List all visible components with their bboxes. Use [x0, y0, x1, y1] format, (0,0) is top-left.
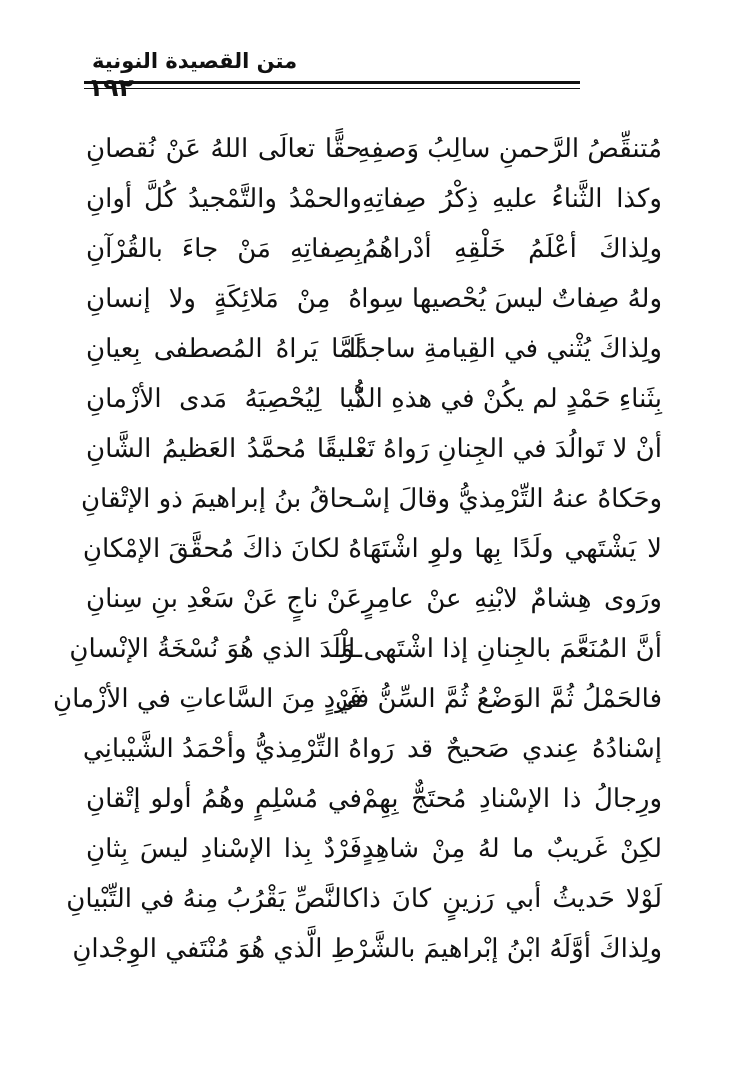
first-hemistich: بِثَناءِ حَمْدٍ لم يكُنْ في هذهِ الدُّ — [354, 384, 662, 414]
second-hemistich: فَرْدٌ بِذا الإسْنادِ ليسَ بِثانِ — [86, 834, 362, 864]
second-hemistich: عَنْ ناجٍ عَنْ سَعْدِ بنِ سِنانِ — [86, 584, 362, 614]
page-header — [84, 45, 660, 105]
first-hemistich: ولِذاكَ يُثْني في القِيامةِ ساجدًا — [348, 334, 662, 364]
first-hemistich: ولِذاكَ أعْلَمُ خَلْقِهِ أدْراهُمُ — [362, 234, 662, 264]
verse-line — [86, 124, 662, 174]
verse-line — [86, 274, 662, 324]
first-hemistich: أنَّ المُنَعَّمَ بالجِنانِ إذا اشْتَهى الْـ — [332, 634, 662, 664]
first-hemistich: مُتنقِّصُ الرَّحمنِ سالِبُ وَصفِهِ — [357, 134, 662, 164]
second-hemistich: هُ مِنْ مَلائِكَةٍ ولا إنسانِ — [86, 284, 362, 314]
verse-line — [86, 774, 662, 824]
second-hemistich: حقًّا تعالَى اللهُ عَنْ نُقصانِ — [86, 134, 362, 164]
running-title: متن القصيدة النونية — [92, 49, 298, 73]
first-hemistich: ورِجالُ ذا الإسْنادِ مُحتَجٌّ بِهِمْ — [362, 784, 662, 814]
full-verse: ولِذاكَ أوَّلَهُ ابْنُ إبْراهيمَ بالشَّرْطِ الَّذي هُوَ مُنْتَفي الوِجْدانِ — [72, 934, 662, 964]
verse-line — [82, 524, 662, 574]
first-hemistich: ولهُ صِفاتٌ ليسَ يُحْصيها سِوا — [361, 284, 662, 314]
first-hemistich: إسْنادُهُ عِندي صَحيحٌ قد رَوا — [362, 734, 662, 764]
verse-line — [69, 624, 662, 674]
first-hemistich: وكذا الثَّناءُ عليهِ ذِكْرُ صِفاتِهِ — [362, 184, 662, 214]
second-hemistich: فَرْدٍ مِنَ السَّاعاتِ في الأزْمانِ — [53, 684, 362, 714]
first-hemistich: وحَكاهُ عنهُ التِّرْمِذيُّ وقالَ إسْـ — [353, 484, 662, 514]
page-number: ١٩٢ — [88, 73, 134, 102]
second-hemistich: والحمْدُ والتَّمْجيدُ كُلَّ أوانِ — [86, 184, 362, 214]
second-hemistich: ـحاقُ بنُ إبراهيمَ ذو الإتْقانِ — [80, 484, 362, 514]
second-hemistich: بِصِفاتِهِ مَنْ جاءَ بالقُرْآنِ — [86, 234, 362, 264]
verse-line — [66, 874, 662, 924]
verse-line — [86, 424, 662, 474]
verse-line — [80, 474, 662, 524]
verse-line — [86, 374, 662, 424]
second-hemistich: نْيا لِيُحْصِيَهُ مَدى الأزْمانِ — [86, 384, 362, 414]
verse-line — [53, 674, 662, 724]
verse-line — [86, 224, 662, 274]
poem-body — [53, 124, 662, 974]
first-hemistich: أنْ لا تَوالُدَ في الجِنانِ رَواهُ تَعْـ — [347, 434, 662, 464]
header-rule-thick — [84, 81, 580, 84]
second-hemistich: في مُسْلِمٍ وهُمُ أولو إتْقانِ — [86, 784, 362, 814]
verse-line — [86, 574, 662, 624]
verse-line — [86, 174, 662, 224]
verse-line-full — [72, 924, 662, 974]
header-rule-thin — [84, 88, 580, 89]
verse-line — [86, 324, 662, 374]
second-hemistich: ـليقًا مُحمَّدُ العَظيمُ الشَّانِ — [86, 434, 362, 464]
second-hemistich: هُ لكانَ ذاكَ مُحقَّقَ الإمْكانِ — [82, 534, 362, 564]
verse-line — [86, 824, 662, 874]
second-hemistich: هُ التِّرْمِذيُّ وأحْمَدُ الشَّيْبانِي — [82, 734, 362, 764]
first-hemistich: لا يَشْتَهي ولَدًا بِها ولوِ اشْتَهَا — [362, 534, 662, 564]
second-hemistich: كالنَّصِّ يَقْرُبُ مِنهُ في التِّبْيانِ — [66, 884, 362, 914]
first-hemistich: ورَوى هِشامٌ لابْنِهِ عنْ عامِرٍ — [362, 584, 662, 614]
second-hemistich: ـوَلَدَ الذي هُوَ نُسْخَةُ الإنْسانِ — [69, 634, 362, 664]
first-hemistich: فالحَمْلُ ثُمَّ الوَضْعُ ثُمَّ السِّنُّ في — [335, 684, 662, 714]
verse-line — [82, 724, 662, 774]
second-hemistich: لَمَّا يَراهُ المُصطفى بِعيانِ — [86, 334, 362, 364]
first-hemistich: لَوْلا حَديثُ أبي رَزينٍ كانَ ذا — [362, 884, 662, 914]
first-hemistich: لكِنْ غَريبٌ ما لهُ مِنْ شاهِدٍ — [362, 834, 662, 864]
